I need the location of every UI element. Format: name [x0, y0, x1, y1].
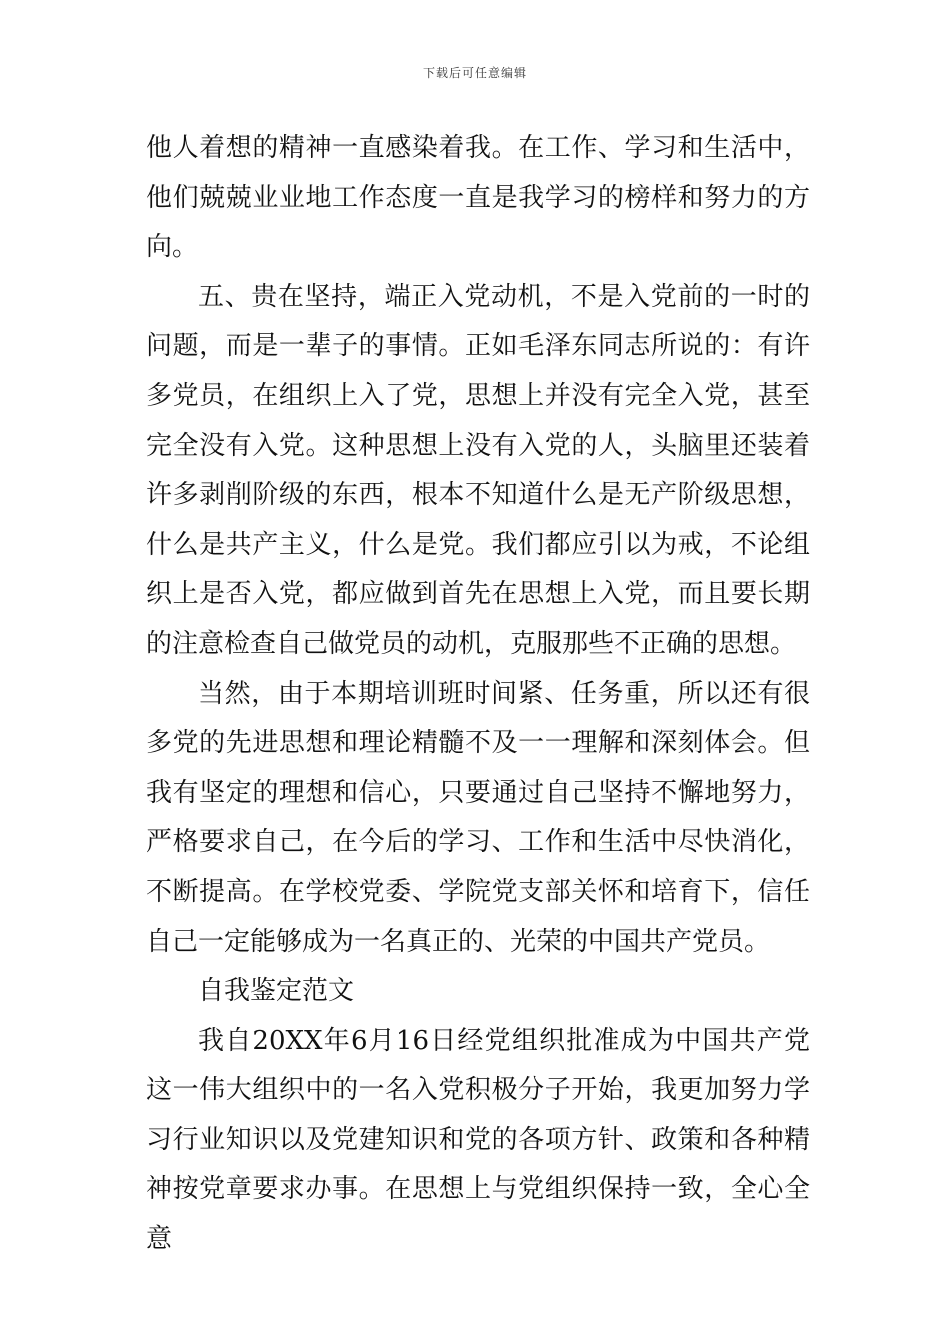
paragraph-self-assessment: 我自20XX年6月16日经党组织批准成为中国共产党这一伟大组织中的一名入党积极分子开始，我更加努力学习行业知识以及党建知识和党的各项方针、政策和各种精神按党章要求办事。在思想上与党组织保持一致，全心全意	[146, 1025, 810, 1255]
paragraph-conclusion: 当然，由于本期培训班时间紧、任务重，所以还有很多党的先进思想和理论精髓不及一一理解和深刻体会。但我有坚定的理想和信心，只要通过自己坚持不懈地努力，严格要求自己，在今后的学习、工作和生活中尽快消化，不断提高。在学校党委、学院党支部关怀和培育下，信任自己一定能够成为一名真正的、光荣的中国共产党员。	[146, 678, 810, 957]
header-note: 下载后可任意编辑	[422, 66, 527, 80]
section-heading: 自我鉴定范文	[198, 976, 355, 1007]
paragraph-continuation: 他人着想的精神一直感染着我。在工作、学习和生活中，他们兢兢业业地工作态度一直是我学习的榜样和努力的方向。	[146, 133, 810, 263]
document-body	[146, 124, 810, 1265]
paragraph-point-five: 五、贵在坚持，端正入党动机，不是入党前的一时的问题，而是一辈子的事情。正如毛泽东同志所说的：有许多党员，在组织上入了党，思想上并没有完全入党，甚至完全没有入党。这种思想上没有入党的人，头脑里还装着许多剥削阶级的东西，根本不知道什么是无产阶级思想，什么是共产主义，什么是党。我们都应引以为戒，不论组织上是否入党，都应做到首先在思想上入党，而且要长期的注意检查自己做党员的动机，克服那些不正确的思想。	[146, 281, 810, 659]
